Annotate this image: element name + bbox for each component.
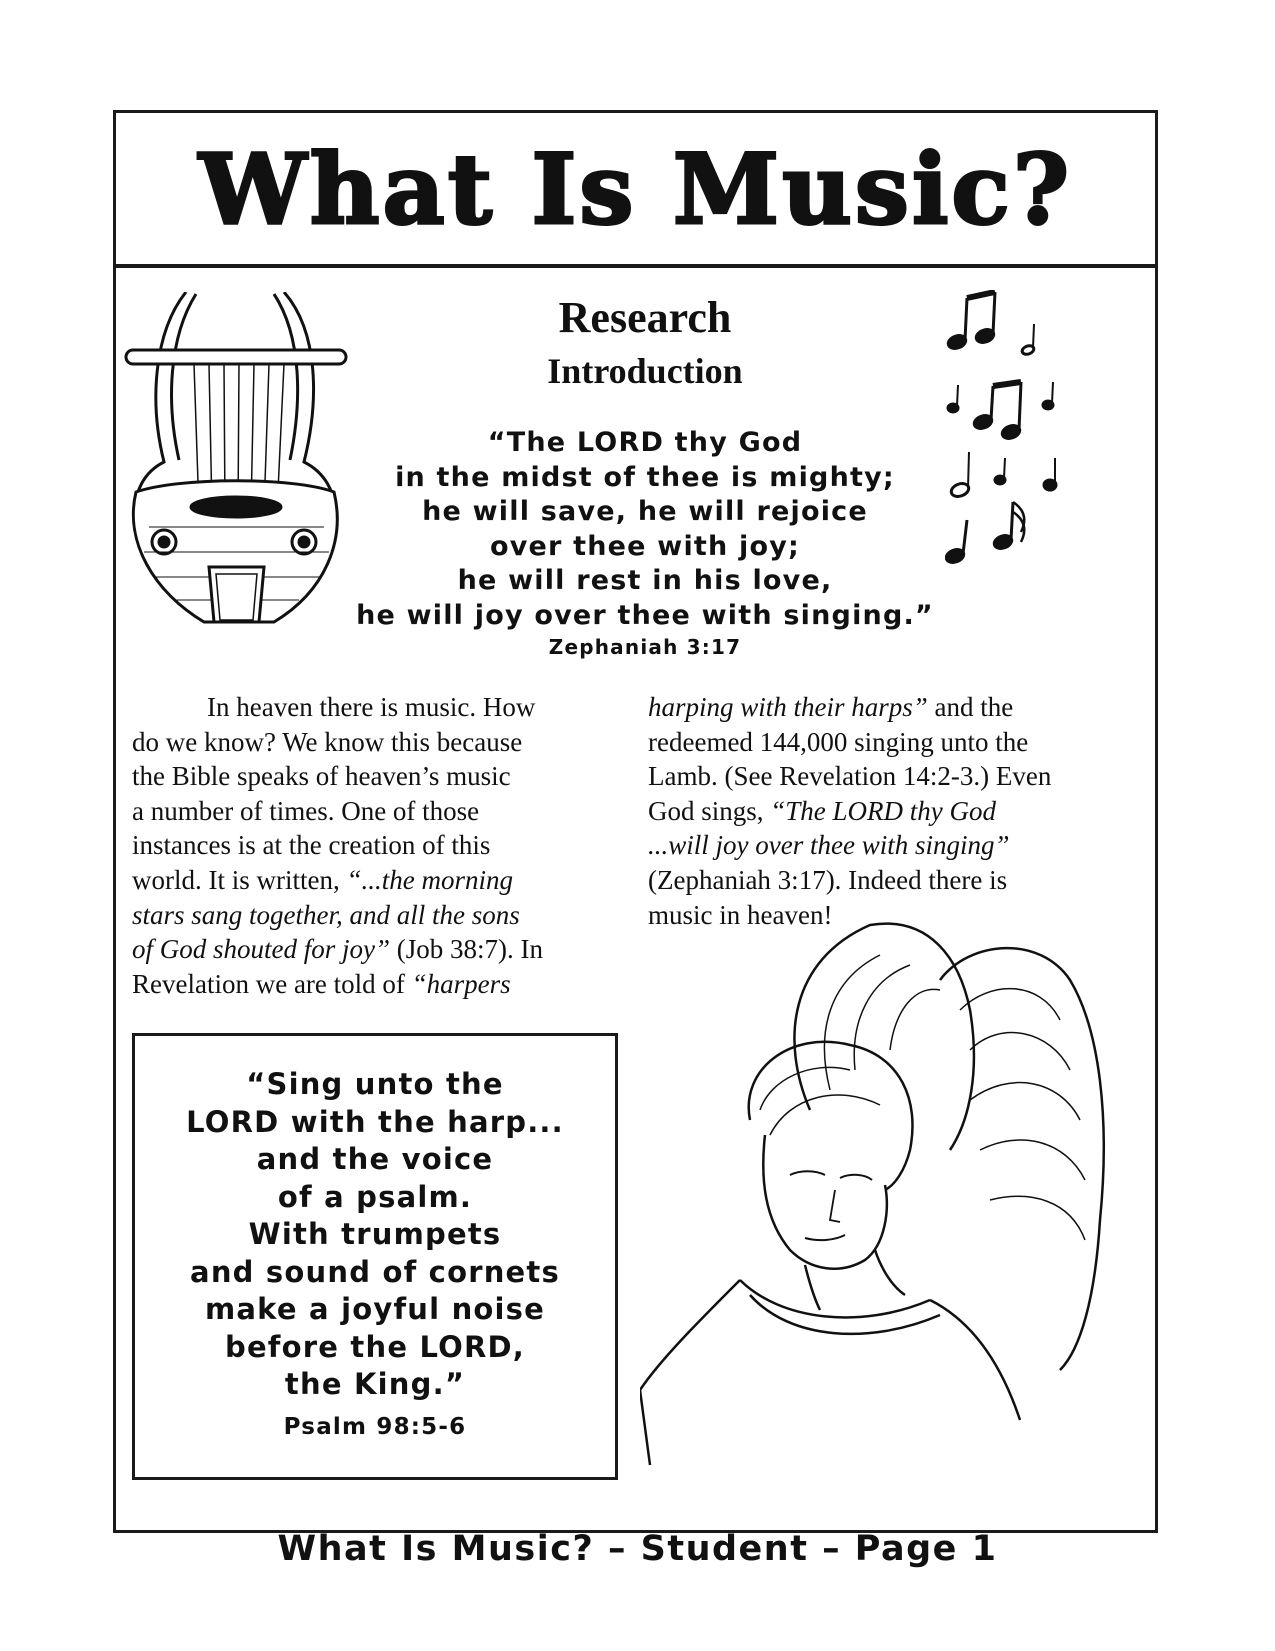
body-line: do we know? We know this because <box>132 726 523 757</box>
section-subheading: Introduction <box>547 351 743 391</box>
body-line: instances is at the creation of this <box>132 830 491 861</box>
verse-line: “Sing unto the <box>246 1067 504 1101</box>
section-heading: Research <box>558 293 732 342</box>
body-line: (Zephaniah 3:17). Indeed there is <box>648 864 1008 895</box>
verse-reference: Psalm 98:5-6 <box>283 1413 467 1440</box>
body-quote: of God shouted for joy” <box>132 934 391 965</box>
verse-line: With trumpets <box>248 1217 502 1251</box>
body-quote: ...will joy over thee with singing” <box>648 830 1010 861</box>
verse-line: before the LORD, <box>224 1329 526 1364</box>
body-line <box>648 828 1148 863</box>
body-line <box>648 794 1148 829</box>
verse-reference: Zephaniah 3:17 <box>548 635 742 659</box>
body-line: music in heaven! <box>648 899 833 930</box>
body-line: Lamb. (See Revelation 14:2-3.) Even <box>648 761 1052 792</box>
verse-line: and sound of cornets <box>190 1254 560 1289</box>
body-line: In heaven there is music. How <box>207 692 536 722</box>
body-text: (Job 38:7). In <box>390 934 543 965</box>
verse-line: LORD with the harp... <box>186 1104 564 1139</box>
verse-line: and the voice <box>256 1142 494 1176</box>
verse-line: he will joy over thee with singing.” <box>356 599 934 631</box>
verse-box-text <box>135 1066 615 1442</box>
verse-line: over thee with joy; <box>489 530 801 562</box>
body-quote: “The LORD thy God <box>770 795 997 826</box>
body-quote: “...the morning <box>346 864 513 895</box>
title-box <box>113 110 1158 268</box>
body-line: a number of times. One of those <box>132 795 480 826</box>
verse-line: he will save, he will rejoice <box>422 496 868 527</box>
body-quote: stars sang together, and all the sons <box>132 899 520 930</box>
body-line <box>132 967 622 1002</box>
verse-line: the King.” <box>284 1367 466 1401</box>
angel-illustration <box>640 920 1130 1480</box>
verse-line: he will rest in his love, <box>457 565 833 596</box>
body-line <box>132 932 622 967</box>
verse-top <box>320 426 970 661</box>
body-line: redeemed 144,000 singing unto the <box>648 726 1029 757</box>
verse-line: of a psalm. <box>277 1179 473 1214</box>
body-text-left <box>132 690 622 1001</box>
body-quote: “harpers <box>411 968 511 999</box>
body-line <box>132 898 622 933</box>
page-footer: What Is Music? – Student – Page 1 <box>277 1529 998 1569</box>
body-text: God sings, <box>648 795 771 826</box>
body-line <box>132 863 622 898</box>
body-line <box>648 690 1148 725</box>
body-line: the Bible speaks of heaven’s music <box>132 761 511 792</box>
body-text: Revelation we are told of <box>132 968 412 999</box>
verse-line: “The LORD thy God <box>487 427 803 458</box>
body-text: world. It is written, <box>132 864 347 895</box>
verse-line: in the midst of thee is mighty; <box>395 461 895 493</box>
page-title: What Is Music? <box>198 133 1073 246</box>
body-quote: harping with their harps” <box>648 692 928 722</box>
body-text: and the <box>927 692 1014 722</box>
verse-box <box>132 1033 618 1480</box>
body-text-right <box>648 690 1148 932</box>
verse-line: make a joyful noise <box>204 1292 546 1326</box>
